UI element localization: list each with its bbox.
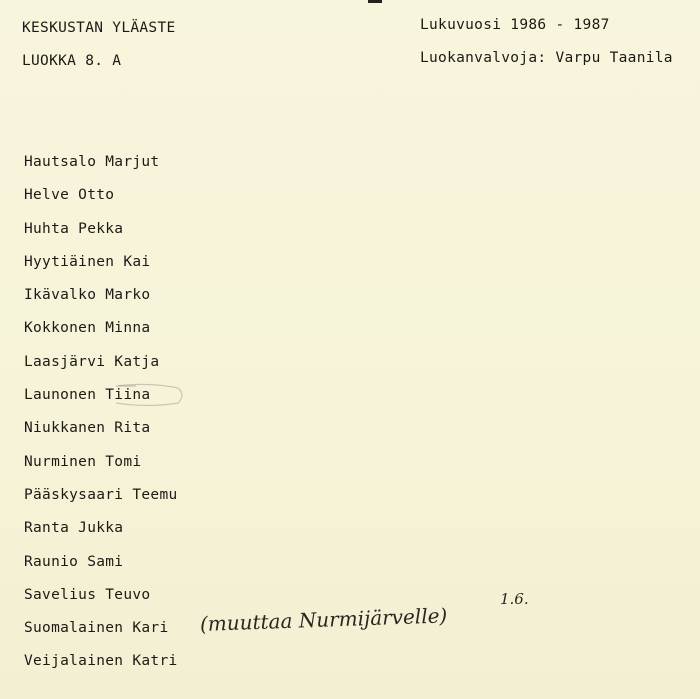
student-name: Niukkanen Rita [24,420,151,437]
student-name: Kokkonen Minna [24,320,151,337]
student-name: Hautsalo Marjut [24,154,160,170]
student-name: Helve Otto [24,187,115,204]
student-name: Pääskysaari Teemu [24,486,178,503]
class-teacher: Luokanvalvoja: Varpu Taanila [420,50,673,66]
school-name: KESKUSTAN YLÄASTE [22,20,176,36]
student-name: Ranta Jukka [24,520,124,537]
handwritten-date: 1.6. [500,590,529,608]
class-name: LUOKKA 8. A [22,53,122,69]
student-name: Savelius Teuvo [24,586,151,603]
student-name: Hyytiäinen Kai [24,253,151,270]
student-name: Veijalainen Katri [24,653,178,670]
student-name: Launonen Tiina [24,387,151,404]
student-list [24,152,178,685]
correction-smudge [108,382,186,408]
student-name: Laasjärvi Katja [24,353,160,370]
student-name: Raunio Sami [24,553,124,570]
student-name: Ikävalko Marko [24,287,151,304]
student-name: Suomalainen Kari [24,620,169,637]
paper-edge-mark [368,0,382,3]
student-name: Nurminen Tomi [24,453,142,470]
school-year: Lukuvuosi 1986 - 1987 [420,17,610,33]
handwritten-note: (muuttaa Nurmijärvelle) [199,603,448,636]
student-name: Huhta Pekka [24,220,124,237]
